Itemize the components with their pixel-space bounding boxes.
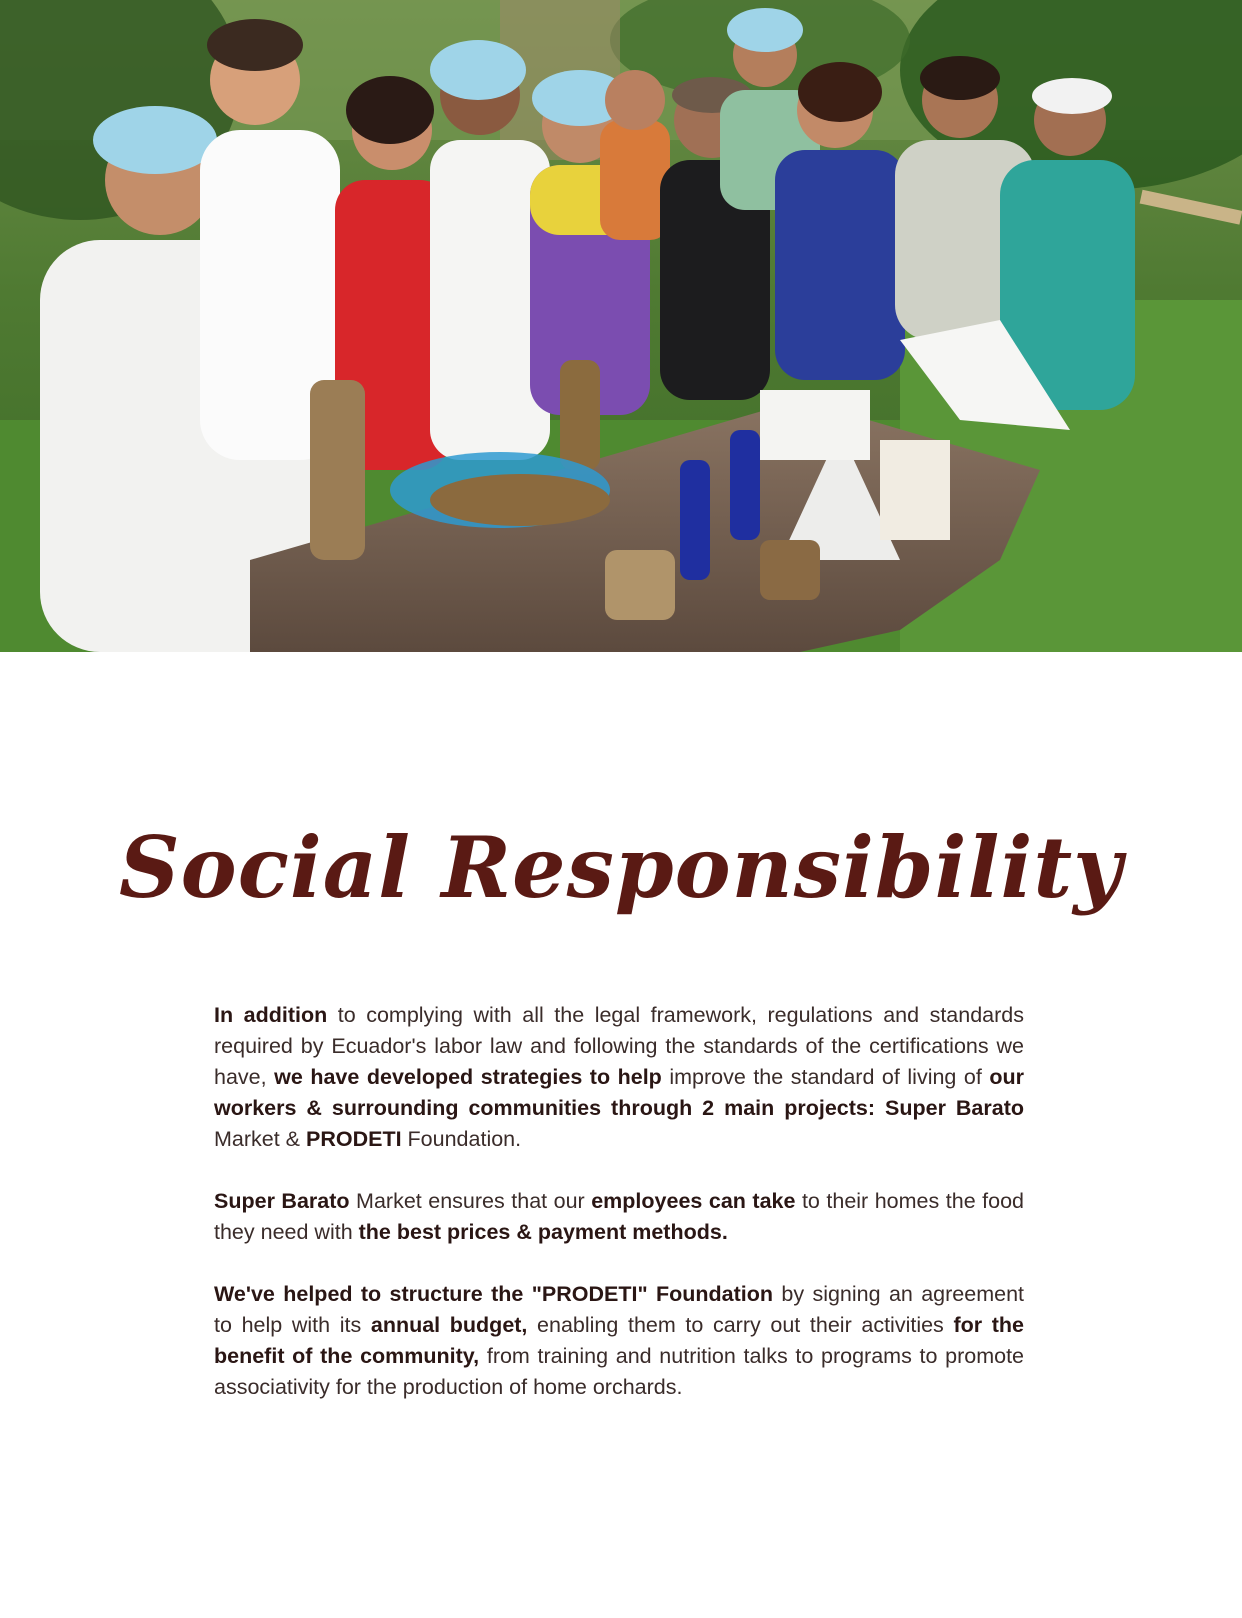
group-photo bbox=[0, 0, 1242, 652]
paragraph-3-segment-3: annual budget, bbox=[370, 1313, 528, 1337]
paragraph-1-segment-7: PRODETI bbox=[306, 1127, 402, 1151]
paragraph-1-segment-1: In addition bbox=[214, 1003, 328, 1027]
paragraph-3-segment-4: enabling them to carry out their activities bbox=[527, 1313, 954, 1337]
paragraph-1-segment-6: Market & bbox=[214, 1127, 306, 1151]
paragraph-2-segment-5: the best prices & payment methods. bbox=[358, 1220, 728, 1244]
paragraph-1-segment-4: improve the standard of living of bbox=[661, 1065, 990, 1089]
paragraph-3 bbox=[214, 1279, 1024, 1403]
paragraph-1 bbox=[214, 1000, 1024, 1155]
paragraph-1-segment-8: Foundation. bbox=[401, 1127, 522, 1151]
paragraph-2-segment-4: to their homes the food they need with bbox=[214, 1189, 1025, 1244]
paragraph-2-segment-2: Market ensures that our bbox=[349, 1189, 592, 1213]
paragraph-1-segment-5: our workers & surrounding communities through 2 main projects: Super Barato bbox=[214, 1065, 1024, 1120]
paragraph-2 bbox=[214, 1186, 1024, 1248]
paragraph-3-segment-1: We've helped to structure the "PRODETI" Foundation bbox=[214, 1282, 774, 1306]
paragraph-3-segment-2: by signing an agreement to help with its bbox=[214, 1282, 1024, 1337]
paragraph-1-segment-2: to complying with all the legal framework, regulations and standards required by Ecuador's labor law and following the standards of the certifications we have, bbox=[214, 1003, 1024, 1089]
paragraph-1-segment-3: we have developed strategies to help bbox=[274, 1065, 662, 1089]
page-title: Social Responsibility bbox=[119, 818, 1123, 918]
paragraph-3-segment-6: from training and nutrition talks to programs to promote associativity for the production of home orchards. bbox=[214, 1344, 1024, 1399]
paragraph-2-segment-1: Super Barato bbox=[214, 1189, 350, 1213]
body-text bbox=[214, 1000, 1024, 1434]
paragraph-3-segment-5: for the benefit of the community, bbox=[214, 1313, 1024, 1368]
paragraph-2-segment-3: employees can take bbox=[591, 1189, 796, 1213]
group-photo-illustration bbox=[0, 0, 1242, 652]
